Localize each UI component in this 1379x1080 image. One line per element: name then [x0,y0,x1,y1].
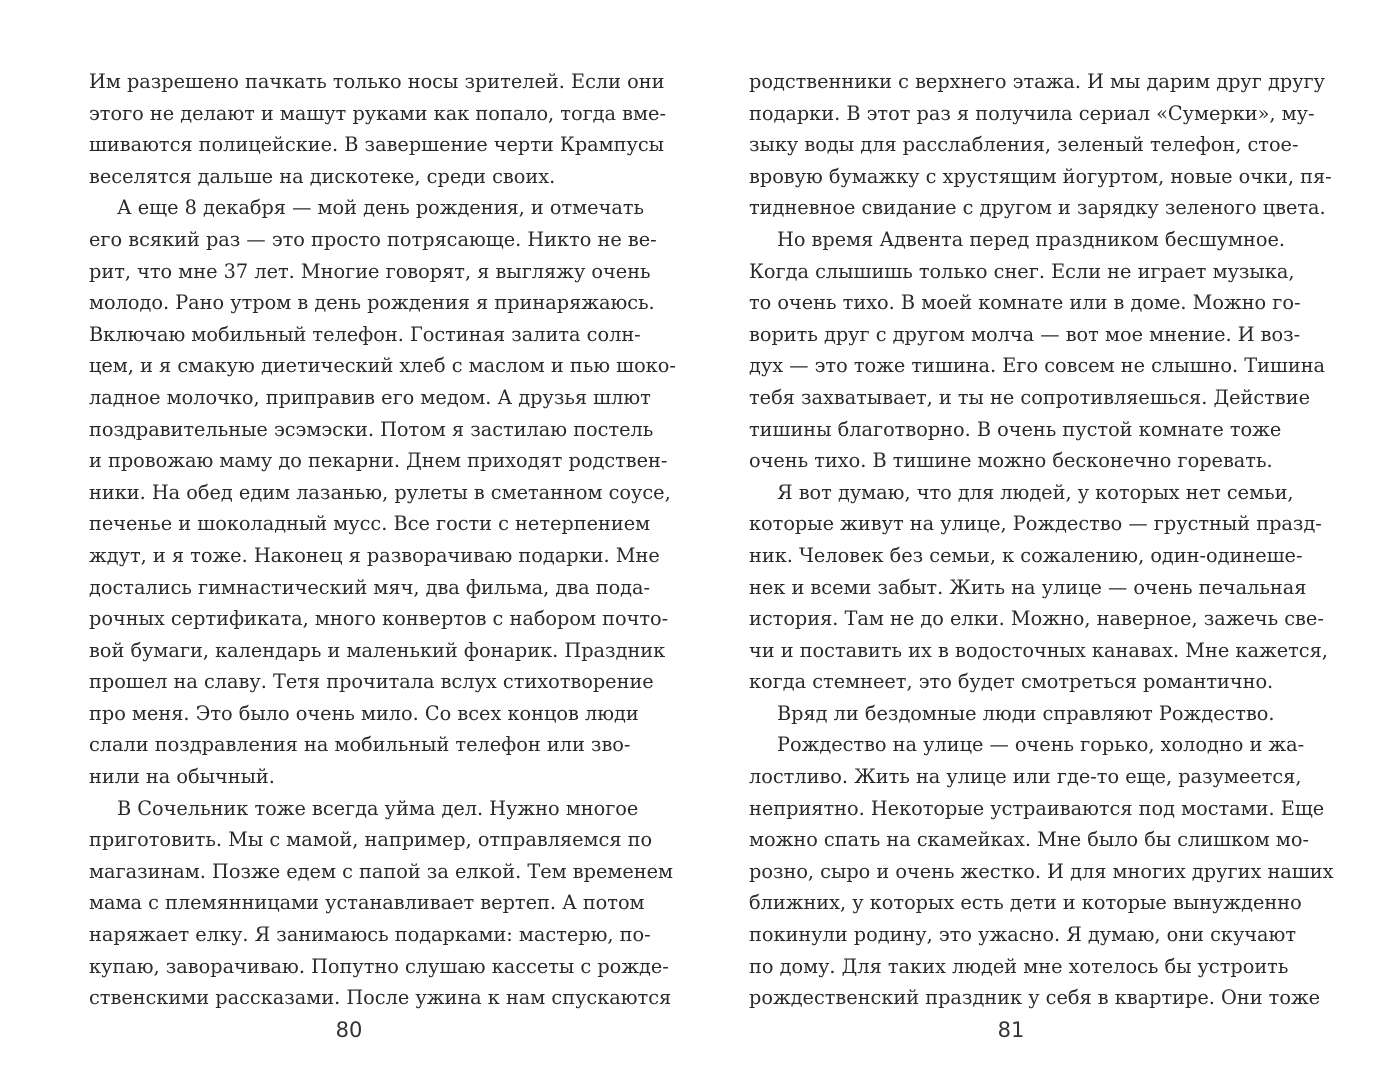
text-line: Им разрешено пачкать только носы зрителей. Если они [89,70,665,93]
text-line: достались гимнастический мяч, два фильма, два пода- [89,575,651,599]
text-line: когда стемнеет, это будет смотреться романтично. [749,670,1274,694]
text-line: Вряд ли бездомные люди справляют Рождество. [777,701,1275,725]
text-line: ждут, и я тоже. Наконец я разворачиваю подарки. Мне [89,543,660,567]
text-line: история. Там не до елки. Можно, наверное, зажечь све- [749,607,1324,631]
text-line: про меня. Это было очень мило. Со всех концов люди [89,701,639,725]
text-line: нили на обычный. [89,765,275,789]
left-page [89,66,676,1014]
text-line: веселятся дальше на дискотеке, среди своих. [89,164,556,188]
text-line: ближних, у которых есть дети и которые вынужденно [749,891,1302,915]
text-line: поздравительные эсэмэски. Потом я застилаю постель [89,417,654,441]
text-line: ники. На обед едим лазанью, рулеты в сметанном соусе, [89,480,671,504]
text-line: прошел на славу. Тетя прочитала вслух стихотворение [89,670,654,694]
text-line: рочных сертификата, много конвертов с набором почто- [89,607,669,631]
text-line: мама с племянницами устанавливает вертеп. А потом [89,891,645,915]
text-line: ственскими рассказами. После ужина к нам спускаются [89,986,672,1010]
text-line: и провожаю маму до пекарни. Днем приходят родствен- [89,449,668,473]
text-line: цем, и я смакую диетический хлеб с маслом и пью шоко- [89,354,676,378]
text-line: чи и поставить их в водосточных канавах. Мне кажется, [749,638,1328,662]
text-line: дух — это тоже тишина. Его совсем не слышно. Тишина [749,354,1326,378]
text-line: Рождество на улице — очень горько, холодно и жа- [777,733,1305,757]
text-line: зыку воды для расслабления, зеленый телефон, стое- [749,133,1299,157]
text-line: подарки. В этот раз я получила сериал «Сумерки», му- [749,101,1315,125]
text-line: вровую бумажку с хрустящим йогуртом, новые очки, пя- [749,164,1332,188]
text-line: молодо. Рано утром в день рождения я принаряжаюсь. [89,291,655,315]
text-line: А еще 8 декабря — мой день рождения, и отмечать [117,196,644,220]
text-line: ворить друг с другом молча — вот мое мнение. И воз- [749,322,1301,346]
text-line: Я вот думаю, что для людей, у которых нет семьи, [777,480,1294,504]
text-line: лостливо. Жить на улице или где-то еще, разумеется, [749,765,1302,789]
text-line: шиваются полицейские. В завершение черти Крампусы [89,133,665,157]
text-line: Когда слышишь только снег. Если не играет музыка, [749,259,1295,283]
text-line: магазинам. Позже едем с папой за елкой. Тем временем [89,859,674,883]
text-line: рит, что мне 37 лет. Многие говорят, я выгляжу очень [89,259,651,283]
page-number-right: 81 [997,1018,1025,1042]
text-line: купаю, заворачиваю. Попутно слушаю кассеты с рожде- [89,954,669,978]
text-line: слали поздравления на мобильный телефон или зво- [89,733,631,757]
text-line: Включаю мобильный телефон. Гостиная залита солн- [89,322,641,346]
text-line: нек и всеми забыт. Жить на улице — очень печальная [749,575,1307,599]
text-line: тебя захватывает, и ты не сопротивляешься. Действие [749,385,1310,409]
page-number-left: 80 [335,1018,363,1042]
text-line: то очень тихо. В моей комнате или в доме. Можно го- [749,291,1301,315]
text-line: ладное молочко, приправив его медом. А друзья шлют [89,385,651,409]
text-line: ник. Человек без семьи, к сожалению, один-одинешe- [749,543,1303,567]
text-line: печенье и шоколадный мусс. Все гости с нетерпением [89,512,651,536]
text-line: наряжает елку. Я занимаюсь подарками: мастерю, по- [89,923,651,947]
text-line: рождественский праздник у себя в квартире. Они тоже [749,986,1321,1010]
text-line: неприятно. Некоторые устраиваются под мостами. Еще [749,796,1325,820]
text-line: тишины благотворно. В очень пустой комнате тоже [749,417,1282,441]
right-page [749,66,1334,1014]
text-line: по дому. Для таких людей мне хотелось бы устроить [749,954,1289,978]
text-line: можно спать на скамейках. Мне было бы слишком мо- [749,828,1310,852]
text-line: вой бумаги, календарь и маленький фонарик. Праздник [89,638,666,662]
text-line: приготовить. Мы с мамой, например, отправляемся по [89,828,653,852]
text-line: тидневное свидание с другом и зарядку зеленого цвета. [749,196,1326,220]
text-line: Но время Адвента перед праздником бесшумное. [777,227,1285,251]
text-line: этого не делают и машут руками как попало, тогда вме- [89,101,666,125]
text-line: очень тихо. В тишине можно бесконечно горевать. [749,449,1273,473]
text-line: которые живут на улице, Рождество — грустный празд- [749,512,1322,536]
text-line: родственники с верхнего этажа. И мы дарим друг другу [749,70,1325,93]
text-line: В Сочельник тоже всегда уйма дел. Нужно многое [117,796,639,820]
text-line: покинули родину, это ужасно. Я думаю, они скучают [749,923,1296,947]
text-line: розно, сыро и очень жестко. И для многих других наших [749,859,1334,883]
text-line: его всякий раз — это просто потрясающе. Никто не ве- [89,227,657,251]
